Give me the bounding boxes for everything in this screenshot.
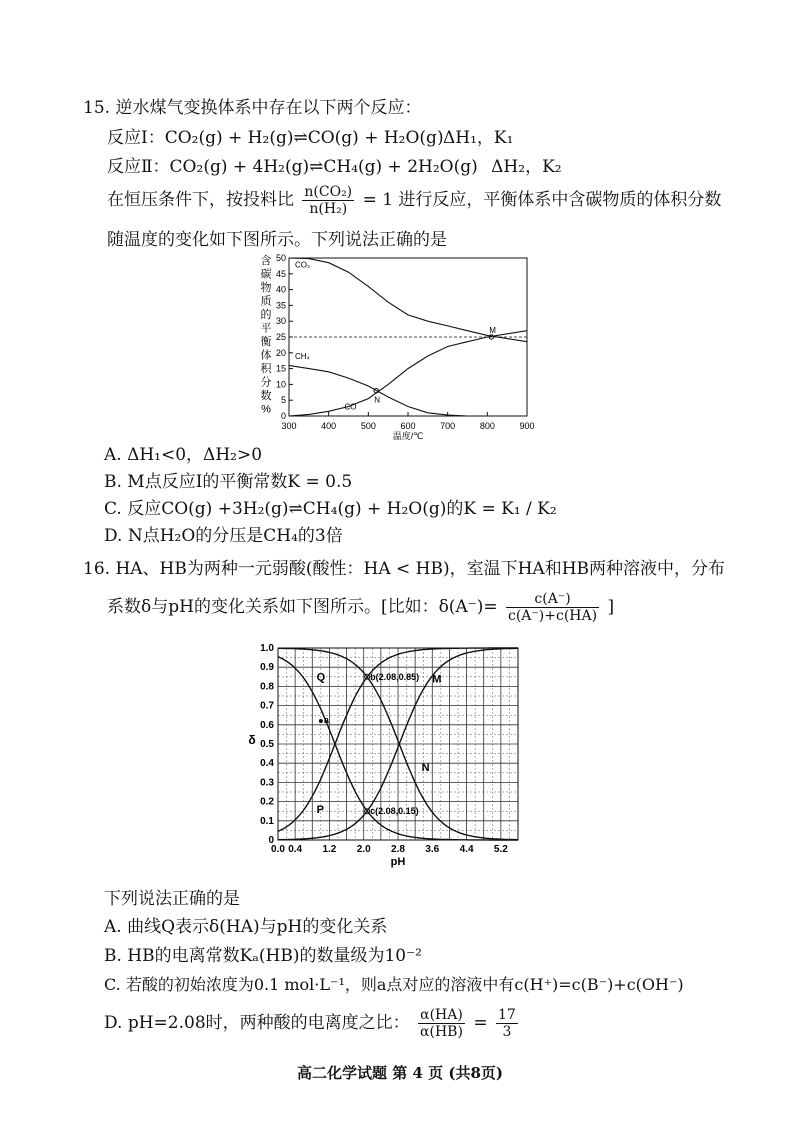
q16-option-b[interactable]: [104, 945, 422, 967]
chart2-ytick-label: 0.3: [260, 777, 274, 789]
chart1-ylabel-char: 积: [260, 363, 272, 375]
chart2-ytick-label: 0.5: [260, 739, 274, 750]
chart2-curve-label: M: [432, 673, 442, 686]
chart1-xtick-label: 900: [519, 421, 535, 431]
chart1-ytick-label: 5: [280, 395, 286, 406]
chart1-ylabel-char: 分: [260, 376, 272, 389]
chart1-point-label: N: [374, 395, 381, 405]
chart1-ytick-label: 10: [275, 379, 286, 390]
chart2-xtick-label: 4.4: [459, 844, 474, 855]
chart1-xtick-label: 500: [360, 421, 376, 431]
q15-option-a-text: A. ΔH₁<0，ΔH₂>0: [104, 445, 263, 465]
chart1-ylabel: [261, 253, 273, 416]
chart2-point-label: c(2.08,0.15): [370, 806, 419, 817]
chart1-ytick-label: 15: [275, 363, 286, 374]
chart1-xtick-label: 300: [281, 421, 297, 431]
chart1-series-line: [289, 365, 527, 416]
chart1-ytick-label: 50: [275, 253, 286, 263]
temperature-volume-fraction-chart: [255, 250, 540, 440]
chart1-series-label: CO₂: [294, 260, 311, 270]
chart1-ytick-label: 20: [275, 347, 286, 358]
ratio-numerator: n(CO₂): [304, 184, 353, 200]
chart1-series-line: [289, 331, 527, 416]
q16-option-d[interactable]: [104, 1003, 521, 1043]
chart2-ytick-label: 0.4: [260, 758, 274, 770]
chart2-xtick-label: 0.4: [288, 844, 303, 855]
delta-denominator: c(A⁻)+c(HA): [507, 608, 598, 624]
chart2-xtick-label: 2.8: [391, 844, 405, 855]
delta-numerator: c(A⁻): [506, 591, 599, 608]
q16-option-d-prefix: D. pH=2.08时，两种酸的电离度之比：: [104, 1013, 410, 1033]
chart2-ytick-label: 0.7: [260, 700, 274, 712]
q15-option-d[interactable]: [104, 525, 343, 547]
chart2-point-marker: [319, 719, 323, 723]
chart1-ytick-label: 45: [275, 268, 286, 279]
chart1-xtick-label: 800: [479, 421, 495, 431]
chart1-ylabel-char: 体: [260, 349, 272, 362]
reaction1-equation: 反应Ⅰ：CO₂(g) + H₂(g)⇌CO(g) + H₂O(g): [107, 128, 444, 148]
q15-option-a[interactable]: [104, 444, 262, 466]
chart2-curve-label: Q: [316, 671, 326, 684]
q15-option-d-text: D. N点H₂O的分压是CH₄的3倍: [104, 526, 343, 546]
ratio-alpha-ha: α(HA): [418, 1007, 465, 1024]
chart1-ylabel-char: 平: [260, 322, 272, 335]
q15-option-b[interactable]: [104, 471, 352, 493]
q16-option-c-text: C. 若酸的初始浓度为0.1 mol·L⁻¹，则a点对应的溶液中有c(H⁺)=c(B⁻)+c(OH⁻): [104, 975, 684, 994]
chart1-ytick-label: 35: [275, 300, 286, 311]
q16-stem: [83, 558, 725, 580]
q15-stem2: [107, 229, 447, 251]
chart2-xtick-label: 2.0: [356, 844, 371, 855]
chart1-xlabel: 温度/℃: [392, 431, 424, 440]
chart1-series-label: CO: [344, 402, 357, 412]
q16-option-a[interactable]: [104, 916, 387, 938]
ratio-value-numerator: 17: [497, 1007, 516, 1023]
chart1-ylabel-char: 质: [260, 295, 272, 308]
q16-lead: [104, 888, 240, 910]
chart1-ylabel-char: 物: [260, 282, 272, 294]
q15-reaction1: [107, 127, 514, 149]
q16-stem2: [107, 587, 614, 627]
chart1-ytick-label: 25: [275, 332, 286, 342]
ratio-denominator: n(H₂): [309, 201, 348, 217]
q16-stem2-suffix: ]: [607, 597, 615, 617]
chart2-ytick-label: 0.1: [260, 815, 274, 827]
chart2-xtick-label: 1.2: [322, 844, 337, 855]
q15-number: 15.: [83, 98, 111, 118]
q16-option-c[interactable]: [104, 974, 684, 996]
chart2-ytick-label: 0: [268, 835, 274, 846]
chart1-ylabel-char: 碳: [260, 268, 272, 281]
q15-stem: [83, 97, 421, 119]
chart1-xtick-label: 600: [400, 421, 416, 431]
ratio-alpha-hb: α(HB): [420, 1024, 463, 1040]
chart2-curve-label: P: [316, 804, 324, 817]
chart1-point-label: M: [489, 326, 496, 335]
feed-ratio-fraction: [302, 184, 354, 217]
chart2-xlabel: pH: [390, 856, 406, 868]
q15-condition: [107, 183, 721, 217]
q15-reaction2: [107, 156, 562, 178]
chart2-ylabel: δ: [248, 733, 256, 747]
chart1-ytick-label: 0: [280, 411, 286, 421]
q16-stem2-prefix: 系数δ与pH的变化关系如下图所示。[比如：δ(A⁻)=: [107, 597, 498, 617]
chart2-xtick-label: 0.0: [271, 844, 285, 855]
chart1-ytick-label: 40: [275, 284, 286, 295]
chart1-ylabel-char: 的: [260, 309, 272, 321]
ratio-value-fraction: [496, 1007, 518, 1040]
chart1-ylabel-char: %: [261, 403, 271, 416]
chart1-ytick-label: 30: [275, 316, 286, 327]
chart1-xtick-label: 400: [321, 421, 337, 431]
q16-lead-text: 下列说法正确的是: [104, 889, 240, 909]
delta-definition-fraction: [506, 591, 599, 624]
q16-option-a-text: A. 曲线Q表示δ(HA)与pH的变化关系: [104, 917, 388, 937]
q16-option-b-text: B. HB的电离常数Kₐ(HB)的数量级为10⁻²: [104, 946, 422, 966]
ratio-value-denominator: 3: [502, 1024, 512, 1040]
chart1-ylabel-char: 衡: [260, 336, 272, 348]
q15-option-b-text: B. M点反应Ⅰ的平衡常数K = 0.5: [104, 472, 353, 492]
chart1-ylabel-char: 数: [260, 390, 272, 402]
chart2-point-label: b(2.08,0.85): [370, 671, 420, 682]
reaction1-tag: ΔH₁，K₁: [443, 128, 514, 148]
page-footer: 高二化学试题 第 4 页 (共8页): [297, 1064, 503, 1082]
ph-distribution-chart: [240, 640, 530, 880]
chart1-series-label: CH₄: [294, 352, 310, 362]
q15-stem-text: 逆水煤气变换体系中存在以下两个反应：: [115, 98, 422, 118]
chart1-xtick-label: 700: [440, 421, 456, 431]
q15-option-c-text: C. 反应CO(g) +3H₂(g)⇌CH₄(g) + H₂O(g)的K = K₁ / K₂: [104, 499, 557, 519]
chart2-ytick-label: 0.8: [260, 681, 274, 693]
chart2-point-label: a: [323, 714, 329, 725]
chart2-ytick-label: 0.9: [260, 662, 274, 674]
chart1-ylabel-char: 含: [260, 255, 272, 267]
ionization-ratio-fraction: [418, 1007, 465, 1040]
reaction2-tag: ΔH₂，K₂: [491, 157, 562, 177]
q15-option-c[interactable]: [104, 498, 557, 520]
condition-prefix: 在恒压条件下，按投料比: [107, 190, 294, 210]
condition-suffix: = 1 进行反应，平衡体系中含碳物质的体积分数: [362, 190, 722, 210]
chart2-ytick-label: 1.0: [260, 643, 274, 654]
chart2-ytick-label: 0.2: [260, 796, 274, 808]
q16-number: 16.: [83, 559, 111, 579]
chart2-ytick-label: 0.6: [260, 719, 274, 731]
chart2-xtick-label: 5.2: [493, 844, 508, 855]
q15-stem2-text: 随温度的变化如下图所示。下列说法正确的是: [107, 230, 447, 250]
q16-stem-text: HA、HB为两种一元弱酸(酸性：HA < HB)，室温下HA和HB两种溶液中，分布: [115, 559, 726, 579]
reaction2-equation: 反应Ⅱ：CO₂(g) + 4H₂(g)⇌CH₄(g) + 2H₂O(g): [107, 157, 478, 177]
chart2-xtick-label: 3.6: [425, 844, 440, 855]
equals-sign: =: [473, 1013, 488, 1033]
chart2-curve-label: N: [421, 761, 430, 774]
